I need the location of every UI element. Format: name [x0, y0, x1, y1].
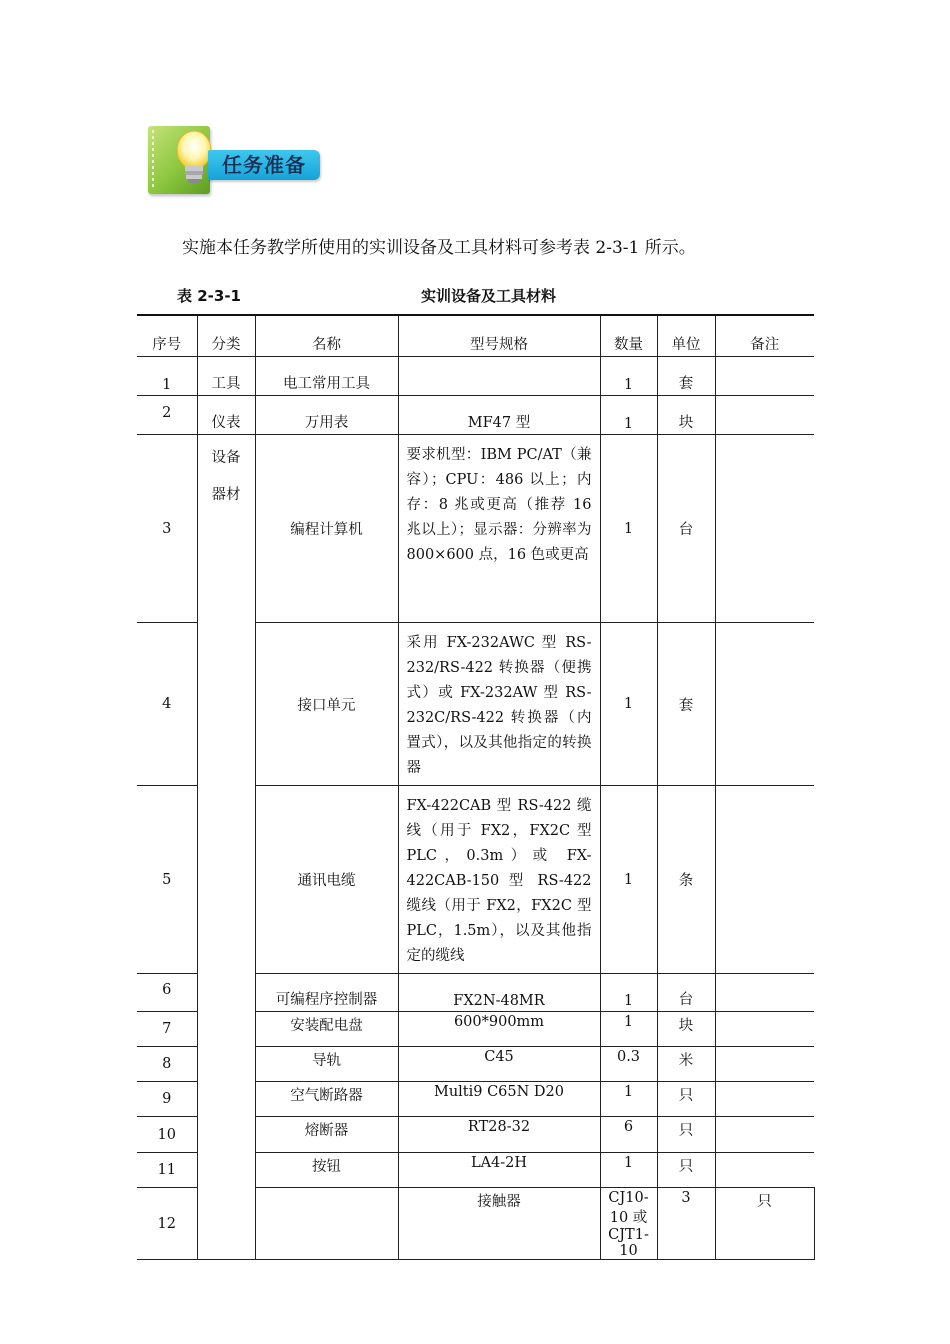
cell-note [715, 786, 814, 974]
cell-note [715, 623, 814, 786]
table-title: 实训设备及工具材料 [421, 287, 557, 305]
cell-qty: 1 [600, 1153, 657, 1188]
cell-unit: 只 [715, 1188, 814, 1260]
cell-no: 7 [137, 1012, 197, 1047]
cell-unit: 条 [657, 786, 715, 974]
cell-note [715, 435, 814, 623]
cell-unit: 米 [657, 1047, 715, 1082]
cell-qty: 0.3 [600, 1047, 657, 1082]
header-qty: 数量 [600, 315, 657, 357]
cell-no: 8 [137, 1047, 197, 1082]
equipment-table [137, 314, 814, 1260]
cell-unit: 台 [657, 435, 715, 623]
cell-unit: 只 [657, 1153, 715, 1188]
cell-no: 5 [137, 786, 197, 974]
cell-unit: 块 [657, 396, 715, 435]
task-preparation-banner [146, 124, 324, 198]
cell-qty: 1 [600, 396, 657, 435]
cell-name: 通讯电缆 [255, 786, 398, 974]
cell-no: 12 [137, 1188, 197, 1260]
table-number: 表 2-3-1 [177, 287, 241, 305]
cell-category: 设备器材 [211, 450, 241, 503]
cell-note [715, 1012, 814, 1047]
cell-name: 接口单元 [255, 623, 398, 786]
cell-category: 工具 [197, 357, 255, 396]
cell-spec: 要求机型：IBM PC/AT（兼容）；CPU：486 以上；内存：8 兆或更高（推荐 16 兆以上）；显示器：分辨率为 800×600 点，16 色或更高 [398, 435, 600, 623]
cell-no: 10 [137, 1117, 197, 1153]
cell-note [715, 1117, 814, 1153]
table-row [137, 396, 814, 435]
header-note: 备注 [715, 315, 814, 357]
cell-no: 11 [137, 1153, 197, 1188]
cell-note [715, 974, 814, 1012]
cell-spec: CJ10-10 或 CJT1-10 [600, 1188, 657, 1260]
cell-name: 熔断器 [255, 1117, 398, 1153]
cell-spec: C45 [398, 1047, 600, 1082]
cell-spec: 600*900mm [398, 1012, 600, 1047]
header-category: 分类 [197, 315, 255, 357]
table-row [137, 435, 814, 623]
cell-unit: 台 [657, 974, 715, 1012]
cell-qty: 3 [657, 1188, 715, 1260]
cell-name: 接触器 [398, 1188, 600, 1260]
cell-note [715, 1047, 814, 1082]
cell-name: 导轨 [255, 1047, 398, 1082]
cell-note [715, 1082, 814, 1117]
cell-note [715, 357, 814, 396]
cell-name: 空气断路器 [255, 1082, 398, 1117]
cell-qty: 1 [600, 974, 657, 1012]
cell-qty: 1 [600, 786, 657, 974]
cell-name: 万用表 [255, 396, 398, 435]
cell-qty: 1 [600, 1012, 657, 1047]
cell-no: 1 [137, 357, 197, 396]
cell-spec: 采用 FX-232AWC 型 RS-232/RS-422 转换器（便携式）或 FX-232AW 型 RS-232C/RS-422 转换器（内置式），以及其他指定的转换器 [398, 623, 600, 786]
cell-unit: 只 [657, 1082, 715, 1117]
cell-spec: Multi9 C65N D20 [398, 1082, 600, 1117]
cell-no: 3 [137, 435, 197, 623]
cell-qty: 1 [600, 623, 657, 786]
cell-name: 可编程序控制器 [255, 974, 398, 1012]
cell-unit: 只 [657, 1117, 715, 1153]
cell-name: 编程计算机 [255, 435, 398, 623]
cell-unit: 套 [657, 357, 715, 396]
cell-qty: 6 [600, 1117, 657, 1153]
table-row [137, 357, 814, 396]
intro-paragraph: 实施本任务教学所使用的实训设备及工具材料可参考表 2-3-1 所示。 [182, 238, 696, 258]
cell-no: 6 [137, 974, 197, 1012]
cell-qty: 1 [600, 357, 657, 396]
cell-note [715, 396, 814, 435]
cell-spec [398, 357, 600, 396]
cell-name: 按钮 [255, 1153, 398, 1188]
cell-spec: FX2N-48MR [398, 974, 600, 1012]
cell-spec: LA4-2H [398, 1153, 600, 1188]
cell-no: 4 [137, 623, 197, 786]
cell-spec: FX-422CAB 型 RS-422 缆线（用于 FX2，FX2C 型 PLC，0.3m）或 FX-422CAB-150 型 RS-422 缆线（用于 FX2，FX2C 型 PLC，1.5m），以及其他指定的缆线 [398, 786, 600, 974]
cell-category: 仪表 [197, 396, 255, 435]
cell-note [715, 1153, 814, 1188]
header-name: 名称 [255, 315, 398, 357]
cell-qty: 1 [600, 435, 657, 623]
cell-name: 电工常用工具 [255, 357, 398, 396]
cell-unit: 套 [657, 623, 715, 786]
header-spec: 型号规格 [398, 315, 600, 357]
header-unit: 单位 [657, 315, 715, 357]
cell-spec: MF47 型 [398, 396, 600, 435]
cell-spec: RT28-32 [398, 1117, 600, 1153]
cell-no: 9 [137, 1082, 197, 1117]
cell-unit: 块 [657, 1012, 715, 1047]
cell-no: 2 [137, 396, 197, 435]
cell-category-merged [197, 435, 255, 1260]
table-header-row [137, 315, 814, 357]
cell-qty: 1 [600, 1082, 657, 1117]
cell-category [255, 1188, 398, 1260]
header-no: 序号 [137, 315, 197, 357]
banner-label: 任务准备 [208, 150, 320, 180]
cell-name: 安装配电盘 [255, 1012, 398, 1047]
